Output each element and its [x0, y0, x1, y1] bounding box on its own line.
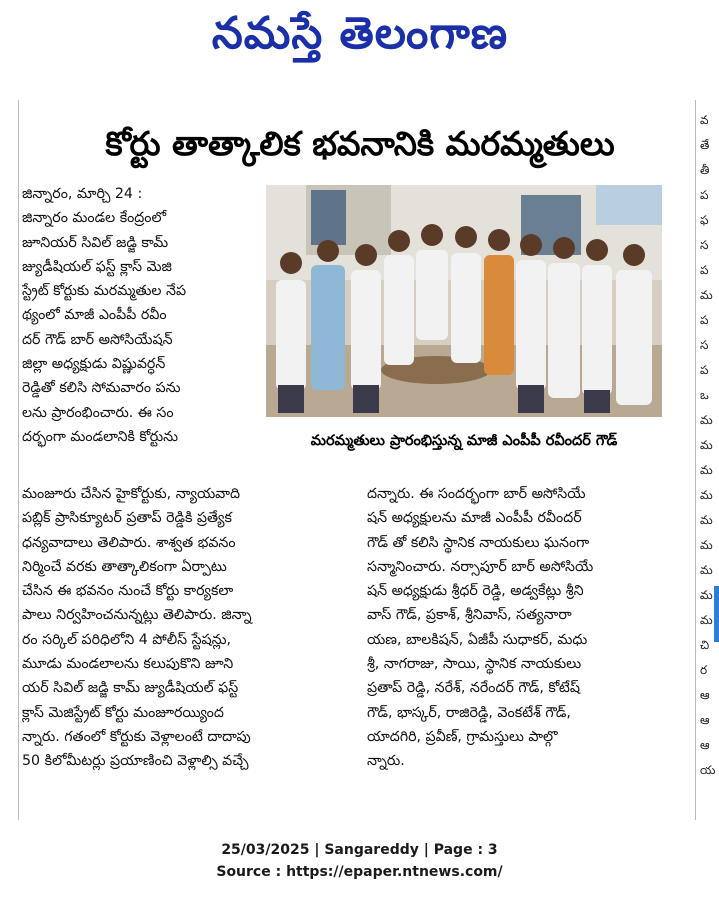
article-line: జూనియర్ సివిల్ జడ్జి కామ్ [22, 234, 169, 251]
article-line: న్నారు. [367, 753, 405, 770]
adjacent-article-fragment: ఆ [700, 688, 710, 702]
adjacent-article-fragment: వ [700, 113, 709, 127]
article-line: పాలు నిర్వహించనున్నట్లు తెలిపారు. జిన్నా [22, 607, 252, 624]
adjacent-article-fragment: ప [700, 363, 709, 377]
adjacent-ad-edge [714, 586, 719, 642]
adjacent-article-fragment: మ [700, 613, 713, 627]
article-line: షన్ అధ్యక్షులను మాజీ ఎంపీపీ రవీందర్ [367, 510, 582, 527]
article-line: జిన్నారం, మార్చి 24 : [22, 186, 143, 202]
article-line: మూడు మండలాలను కలుపుకొని జూని [22, 656, 234, 673]
article-line: యాదగిరి, ప్రవీణ్, గ్రామస్తులు పాల్గొ [367, 728, 558, 745]
article-line: రెడ్డితో కలిసి సోమవారం పను [22, 380, 181, 397]
article-line: గౌడ్ తో కలిసి స్థానిక నాయకులు ఘనంగా [367, 534, 590, 551]
article-line: యణ, బాలకిషన్, ఏజీపీ సుధాకర్, మధు [367, 631, 588, 648]
article-line: దర్ గౌడ్ బార్ అసోసియేషన్ [22, 331, 173, 348]
article-line: వాస్ గౌడ్, ప్రకాశ్, శ్రీనివాస్, సత్యనారా [367, 607, 572, 624]
article-column-left-top [22, 182, 260, 449]
adjacent-article-fragment: ప [700, 313, 709, 327]
adjacent-article-fragment: మ [700, 513, 713, 527]
adjacent-article-fragment: మ [700, 288, 713, 302]
article-line: యర్ సివిల్ జడ్జి కామ్ జ్యుడీషియల్ ఫస్ట్ [22, 680, 239, 697]
article-column-right [367, 482, 667, 774]
article-line: క్లాస్ మెజిస్ట్రేట్ కోర్టు మంజూరయ్యింద [22, 704, 224, 721]
article-line: సన్మానించారు. నర్సాపూర్ బార్ అసోసియే [367, 558, 594, 575]
article-line: లను ప్రారంభించారు. ఈ సం [22, 404, 174, 421]
article-line: థ్యంలో మాజీ ఎంపీపీ రవీం [22, 307, 167, 324]
article-line: చేసిన ఈ భవనం నుంచే కోర్టు కార్యకలా [22, 583, 234, 600]
adjacent-article-fragment: ర [700, 663, 708, 677]
adjacent-article-fragment: య [700, 763, 716, 777]
adjacent-article-fragment: స [700, 338, 709, 352]
article-photo [266, 185, 662, 417]
group-photo-illustration [266, 185, 662, 417]
adjacent-article-fragment: తీ [700, 163, 710, 177]
article-line: ప్రతాప్ రెడ్డి, నరేశ్, నరేందర్ గౌడ్, కోటేష్ [367, 680, 580, 697]
adjacent-article-fragment: ప [700, 263, 709, 277]
adjacent-article-fragment: స [700, 238, 709, 252]
column-divider-left [18, 100, 19, 820]
article-line: 50 కిలోమీటర్లు ప్రయాణించి వెళ్లాల్సి వచ్చే [22, 753, 249, 770]
article-line: దర్భంగా మండలానికి కోర్టును [22, 428, 178, 445]
article-line: మంజూరు చేసిన హైకోర్టుకు, న్యాయవాది [22, 486, 241, 502]
adjacent-article-fragment: మ [700, 413, 713, 427]
article-line: రం సర్కిల్ పరిధిలోని 4 పోలీస్ స్టేషన్లు, [22, 631, 232, 648]
adjacent-article-fragment: మ [700, 588, 713, 602]
article-line: గౌడ్, భాస్కర్, రాజిరెడ్డి, వెంకటేశ్ గౌడ్, [367, 704, 571, 721]
article-line: జిల్లా అధ్యక్షుడు విష్ణువర్ధన్ [22, 356, 166, 373]
adjacent-article-fragment: మ [700, 563, 713, 577]
article-line: స్ట్రేట్ కోర్టుకు మరమ్మతుల నేప [22, 283, 187, 300]
article-headline: కోర్టు తాత్కాలిక భవనానికి మరమ్మతులు [105, 124, 615, 163]
footer-source-url: Source : https://epaper.ntnews.com/ [216, 864, 503, 880]
article-line: పబ్లిక్ ప్రాసిక్యూటర్ ప్రతాప్ రెడ్డికి ప్రత్యేక [22, 510, 232, 527]
column-divider-right [695, 100, 696, 820]
footer-date-edition-page: 25/03/2025 | Sangareddy | Page : 3 [221, 842, 498, 858]
adjacent-article-fragment: ఆ [700, 738, 710, 752]
article-line: న్నారు. గతంలో కోర్టుకు వెళ్లాలంటే దాదాపు [22, 728, 251, 745]
article-line: షన్ అధ్యక్షుడు శ్రీధర్ రెడ్డి, అడ్వకేట్లు శ్రీని [367, 583, 584, 600]
article-line: జిన్నారం మండల కేంద్రంలో [22, 210, 167, 227]
adjacent-article-fragment: తే [700, 138, 710, 152]
article-line: శ్రీ, నాగరాజు, సాయి, స్థానిక నాయకులు [367, 656, 582, 673]
article-line: జ్యుడీషియల్ ఫస్ట్ క్లాస్ మెజి [22, 258, 172, 275]
adjacent-article-fragment: ఫ [700, 213, 709, 227]
article-line: దన్నారు. ఈ సందర్భంగా బార్ అసోసియే [367, 486, 586, 502]
adjacent-article-fragment: మ [700, 438, 713, 452]
adjacent-article-fragment: ప [700, 188, 709, 202]
photo-caption: మరమ్మతులు ప్రారంభిస్తున్న మాజీ ఎంపీపీ రవీందర్ గౌడ్ [310, 433, 618, 449]
article-line: నిర్మించే వరకు తాత్కాలికంగా ఏర్పాటు [22, 558, 227, 575]
article-line: ధన్యవాదాలు తెలిపారు. శాశ్వత భవనం [22, 534, 236, 551]
adjacent-article-fragment: ఆ [700, 713, 710, 727]
article-column-left-bottom [22, 482, 346, 774]
adjacent-article-fragment: చి [700, 638, 710, 652]
adjacent-article-fragment: ఒ [700, 388, 709, 402]
adjacent-article-fragment: మ [700, 538, 713, 552]
adjacent-article-fragment: మ [700, 463, 713, 477]
newspaper-masthead: నమస్తే తెలంగాణ [211, 8, 509, 59]
adjacent-article-strip [700, 108, 719, 828]
adjacent-article-fragment: మ [700, 488, 713, 502]
